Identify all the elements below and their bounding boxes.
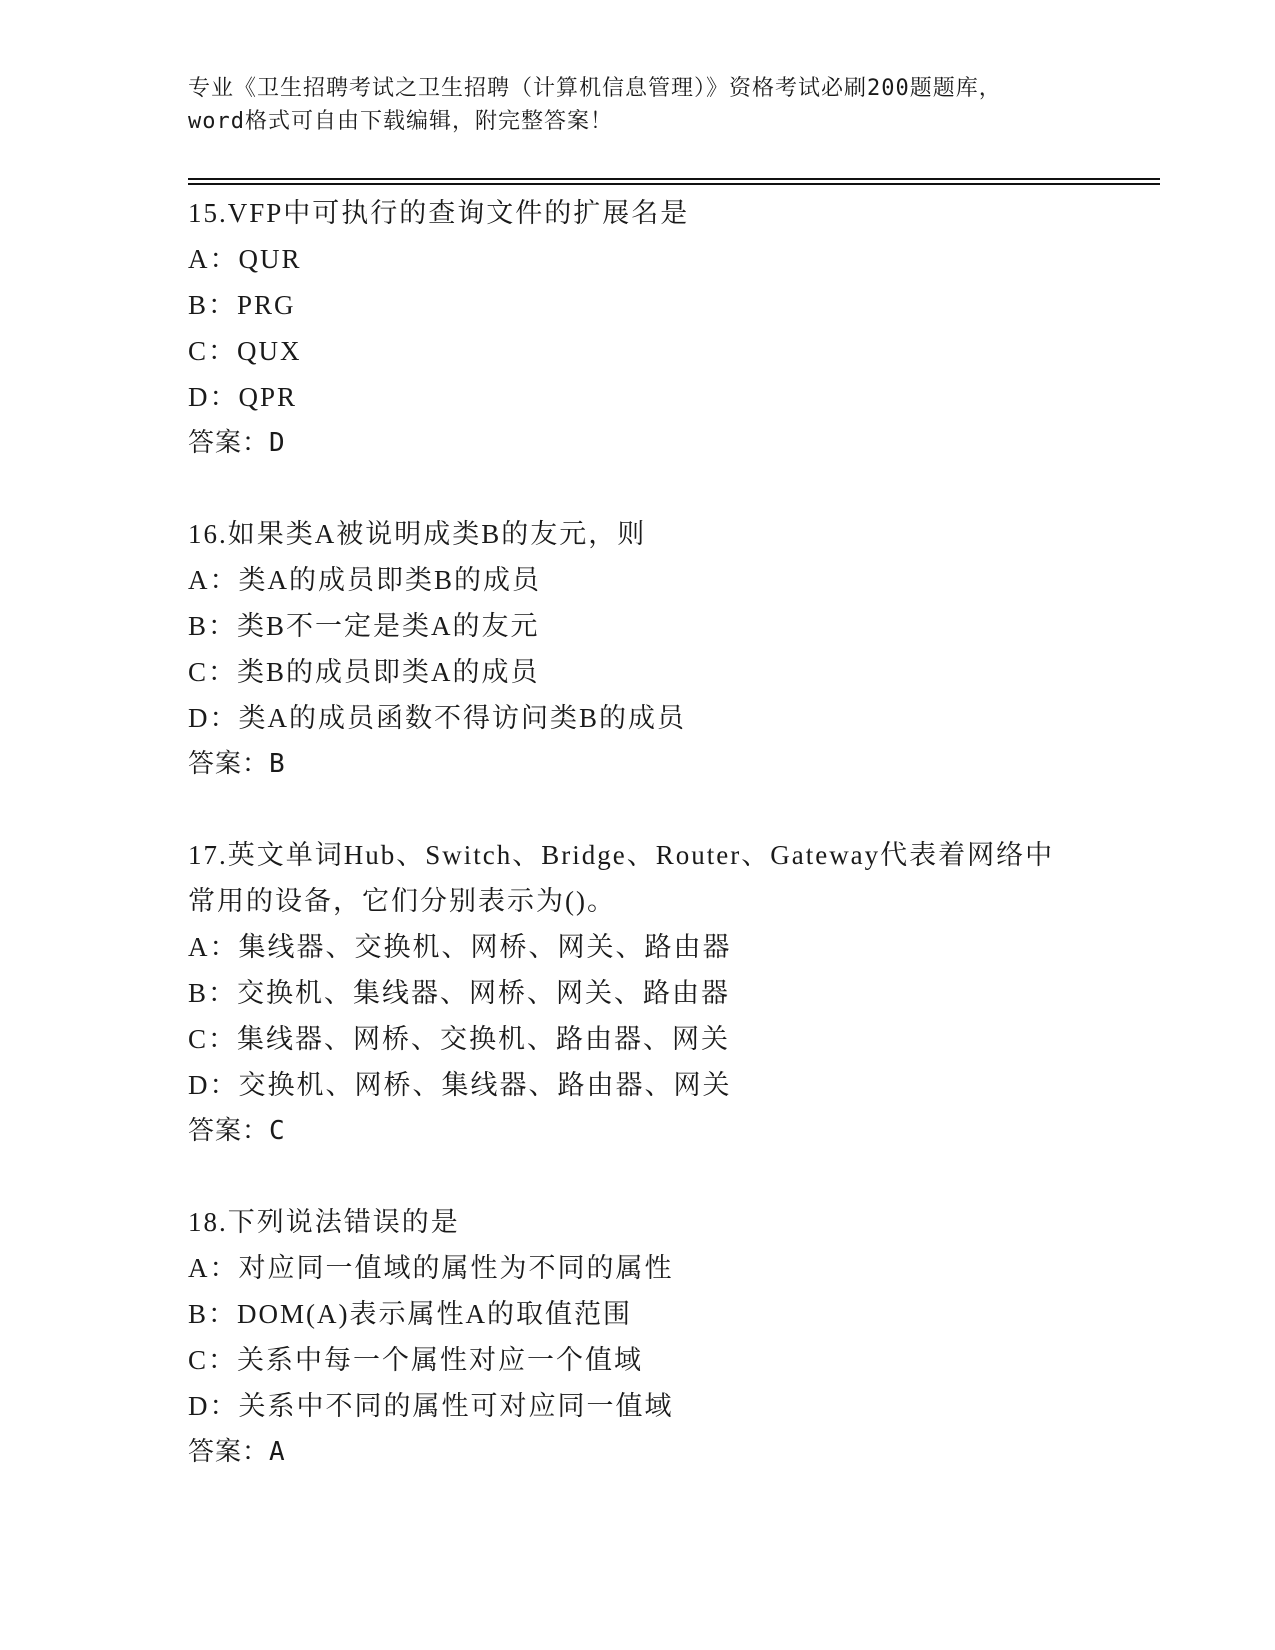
option-a: A：QUR [188,244,302,274]
option-a: A：对应同一值域的属性为不同的属性 [188,1253,674,1283]
question-spacer [188,787,1148,832]
option-d: D：类A的成员函数不得访问类B的成员 [188,703,687,733]
question-list [188,190,1148,1475]
option-a: A：类A的成员即类B的成员 [188,565,542,595]
question-17 [188,832,1148,1154]
answer-line: 答案：B [188,749,286,779]
option-b: B：DOM(A)表示属性A的取值范围 [188,1299,632,1329]
option-b: B：PRG [188,290,296,320]
option-b: B：类B不一定是类A的友元 [188,611,540,641]
question-stem: 15.VFP中可执行的查询文件的扩展名是 [188,198,690,228]
header-title-line-2: word格式可自由下载编辑，附完整答案！ [188,109,613,134]
question-stem-continued: 常用的设备，它们分别表示为()。 [188,886,616,916]
answer-line: 答案：C [188,1116,286,1146]
question-18 [188,1199,1148,1475]
option-d: D：交换机、网桥、集线器、路由器、网关 [188,1070,732,1100]
document-header [188,72,1088,138]
question-spacer [188,466,1148,511]
option-c: C：类B的成员即类A的成员 [188,657,540,687]
question-stem: 18.下列说法错误的是 [188,1207,460,1237]
option-d: D：QPR [188,382,298,412]
question-spacer [188,1154,1148,1199]
question-stem: 16.如果类A被说明成类B的友元，则 [188,519,647,549]
option-c: C：QUX [188,336,302,366]
option-c: C：集线器、网桥、交换机、路由器、网关 [188,1024,731,1054]
header-divider-bottom [188,183,1160,185]
question-16 [188,511,1148,787]
question-15 [188,190,1148,466]
question-stem: 17.英文单词Hub、Switch、Bridge、Router、Gateway代表着网络中 [188,840,1055,870]
answer-line: 答案：A [188,1437,286,1467]
option-d: D：关系中不同的属性可对应同一值域 [188,1391,674,1421]
option-c: C：关系中每一个属性对应一个值域 [188,1345,644,1375]
option-a: A：集线器、交换机、网桥、网关、路由器 [188,932,732,962]
answer-line: 答案：D [188,428,286,458]
header-title-line-1: 专业《卫生招聘考试之卫生招聘（计算机信息管理）》资格考试必刷200题题库， [188,76,1002,101]
option-b: B：交换机、集线器、网桥、网关、路由器 [188,978,731,1008]
header-divider-top [188,178,1160,180]
